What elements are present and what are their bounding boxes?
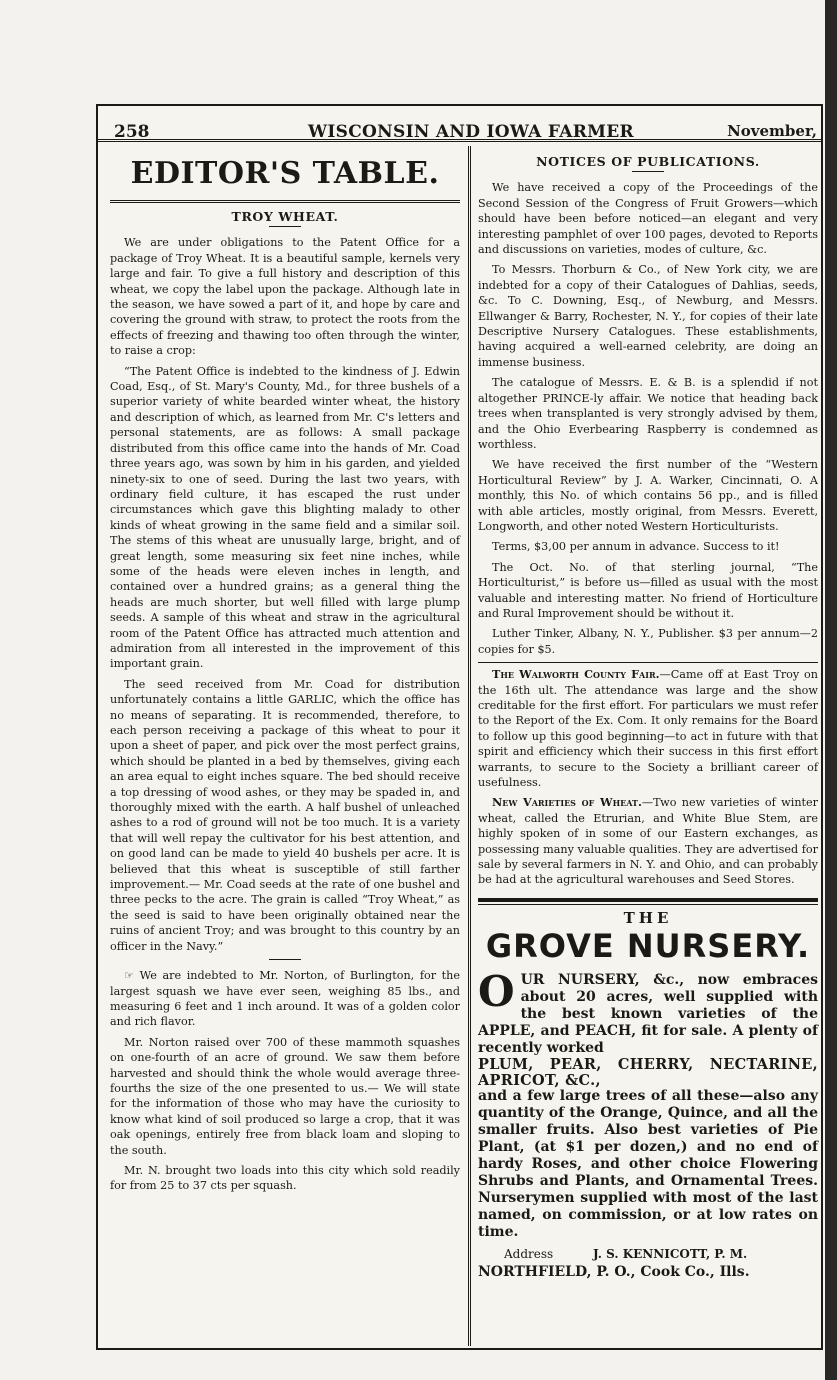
troy-wheat-heading: TROY WHEAT.	[231, 209, 339, 224]
wheat-varieties-lead: New Varieties of Wheat.	[492, 795, 642, 810]
squash-paragraph: Mr. Norton raised over 700 of these mammoth squashes on one-fourth of an acre of ground. We saw them before harvested and should think the whole would average three-fourths the size of the one presented to us.— We will state for the information of those who may have the curiosity to know what kind of soil produced so large a crop, that it was oak openings, entirely free from black loam and sloping to the south.	[110, 1035, 460, 1157]
squash-paragraph: ☞ We are indebted to Mr. Norton, of Burlington, for the largest squash we have ever seen, weighing 85 lbs., and measuring 6 feet and 1 inch around. It was of a golden color and rich flavor.	[110, 969, 460, 1029]
publication-title: WISCONSIN AND IOWA FARMER	[308, 122, 634, 142]
wheat-varieties-paragraph	[478, 795, 818, 887]
notice-rule	[478, 662, 818, 663]
notice-paragraph: The Oct. No. of that sterling journal, “The Horticulturist,” is before us—filled as usual with the most valuable and interesting matter. No friend of Horticulture and Rural Improvement should be without it.	[478, 560, 818, 620]
scan-edge	[825, 0, 837, 1380]
notice-paragraph: Terms, $3,00 per annum in advance. Success to it!	[492, 540, 780, 554]
issue-month: November,	[727, 122, 817, 140]
walworth-fair-paragraph	[478, 667, 818, 790]
page-header	[98, 106, 821, 142]
right-column	[478, 148, 818, 1280]
ad-location: NORTHFIELD, P. O., Cook Co., Ills.	[478, 1263, 750, 1280]
ad-fruits: PLUM, PEAR, CHERRY, NECTARINE, APRICOT, &C.,	[478, 1056, 818, 1089]
short-rule	[632, 171, 664, 172]
column-divider	[468, 146, 471, 1346]
page-number: 258	[114, 122, 150, 142]
squash-paragraph: Mr. N. brought two loads into this city which sold readily for from 25 to 37 cts per squash.	[110, 1163, 460, 1193]
ad-thin-rule	[478, 904, 818, 905]
grove-nursery-ad	[478, 908, 818, 1280]
ad-the: THE	[623, 908, 673, 927]
editors-table-heading: EDITOR'S TABLE.	[130, 156, 440, 191]
ad-body: and a few large trees of all these—also any quantity of the Orange, Quince, and all the smaller fruits. Also best varieties of Pie Plant, (at $1 per dozen,) and no end of hardy Roses, and other choice Flowering Shrubs and Plants, and Ornamental Trees. Nurserymen supplied with most of the last named, on commission, or at low rates on time.	[478, 1088, 818, 1241]
ad-address-label: Address	[504, 1247, 554, 1262]
notice-paragraph: We have received a copy of the Proceedings of the Second Session of the Congress of Fruit Growers—which should have been before noticed—an elegant and very interesting pamphlet of over 100 pages, devoted to Reports and discussions on varieties, modes of culture, &c.	[478, 181, 818, 257]
ad-dropcap: O	[478, 967, 515, 1017]
ad-top-rule	[478, 898, 818, 902]
ad-address-name: J. S. KENNICOTT, P. M.	[593, 1247, 748, 1262]
notice-paragraph: Luther Tinker, Albany, N. Y., Publisher. $3 per annum—2 copies for $5.	[478, 627, 818, 656]
notice-paragraph: We have received the first number of the “Western Horticultural Review” by J. A. Warker, Cincinnati, O. A monthly, this No. of which contains 56 pp., and is filled with able articles, mostly original, from Messrs. Everett, Longworth, and other noted Western Horticulturists.	[478, 458, 818, 533]
ad-title: GROVE NURSERY.	[485, 927, 811, 966]
ad-intro	[478, 967, 818, 1057]
ad-intro-text: UR NURSERY, &c., now embraces about 20 acres, well supplied with the best known varieties of the APPLE, and PEACH, fit for sale. A plenty of recently worked	[478, 972, 818, 1057]
heading-rule	[110, 200, 460, 203]
troy-paragraph: “The Patent Office is indebted to the kindness of J. Edwin Coad, Esq., of St. Mary's County, Md., for three bushels of a superior variety of white bearded winter wheat, the history and description of which, as learned from Mr. C's letters and personal statements, are as follows: A small package distributed from this office came into the hands of Mr. Coad three years ago, was sown by him in his garden, and yielded ninety-six to one of seed. During the last two years, with ordinary field culture, it has escaped the rust under circumstances which gave this blighting malady to other kinds of wheat growing in the same field and a similar soil. The stems of this wheat are unusually large, bright, and of great length, some measuring six feet nine inches, while some of the heads were eleven inches in length, and contained over a hundred grains; as a general thing the heads are much shorter, but well filled with large plump seeds. A sample of this wheat and straw in the agricultural room of the Patent Office has attracted much attention and admiration from all interested in the improvement of this important grain.	[110, 364, 460, 671]
short-rule	[269, 959, 301, 960]
notice-paragraph: To Messrs. Thorburn & Co., of New York city, we are indebted for a copy of their Catalogues of Dahlias, seeds, &c. To C. Downing, Esq., of Newburg, and Messrs. Ellwanger & Barry, Rochester, N. Y., for copies of their late Descriptive Nursery Catalogues. These establishments, having acquired a well-earned celebrity, are doing an immense business.	[478, 263, 818, 369]
troy-paragraph: We are under obligations to the Patent Office for a package of Troy Wheat. It is a beautiful sample, kernels very large and fair. To give a full history and description of this wheat, we copy the label upon the package. Although late in the season, we have sowed a part of it, and hope by care and covering the ground with straw, to protect the roots from the effects of freezing and thawing too often through the winter, to raise a crop:	[110, 236, 460, 358]
notices-heading: NOTICES OF PUBLICATIONS.	[536, 154, 760, 169]
walworth-fair-lead: The Walworth County Fair.	[492, 667, 660, 682]
newspaper-page	[96, 104, 823, 1350]
walworth-fair-text: —Came off at East Troy on the 16th ult. The attendance was large and the show creditable for the first effort. For particulars we must refer to the Report of the Ex. Com. It only remains for the Board to follow up this good beginning—to act in future with that spirit and efficiency which their success in this first effort warrants, to secure to the Society a brilliant career of usefulness.	[478, 668, 818, 790]
ad-address	[478, 1247, 818, 1262]
notice-paragraph: The catalogue of Messrs. E. & B. is a splendid if not altogether PRINCE-ly affair. We notice that heading back trees when transplanted is very strongly advised by them, and the Ohio Everbearing Raspberry is condemned as worthless.	[478, 376, 818, 451]
left-column	[110, 148, 460, 1199]
short-rule	[269, 226, 301, 227]
wheat-varieties-text: —Two new varieties of winter wheat, called the Etrurian, and White Blue Stem, are highly spoken of in some of our Eastern exchanges, as possessing many valuable qualities. They are advertised for sale by several farmers in N. Y. and Ohio, and can probably be had at the agricultural warehouses and Seed Stores.	[478, 796, 818, 887]
troy-paragraph: The seed received from Mr. Coad for distribution unfortunately contains a little GARLIC, which the office has no means of separating. It is recommended, therefore, to each person receiving a package of this wheat to pour it upon a sheet of paper, and pick over the most perfect grains, which should be planted in a bed by themselves, giving each an area equal to eight inches square. The bed should receive a top dressing of wood ashes, or they may be spaded in, and thoroughly mixed with the earth. A half bushel of unleached ashes to a rod of ground will not be too much. It is a variety that will well repay the cultivator for his best attention, and on good land can be made to yield 40 bushels per acre. It is believed that this wheat is susceptible of still farther improvement.— Mr. Coad seeds at the rate of one bushel and three pecks to the acre. The grain is called “Troy Wheat,” as the seed is said to have been originally obtained near the ruins of ancient Troy; and was brought to this country by an officer in the Navy.”	[110, 677, 460, 953]
